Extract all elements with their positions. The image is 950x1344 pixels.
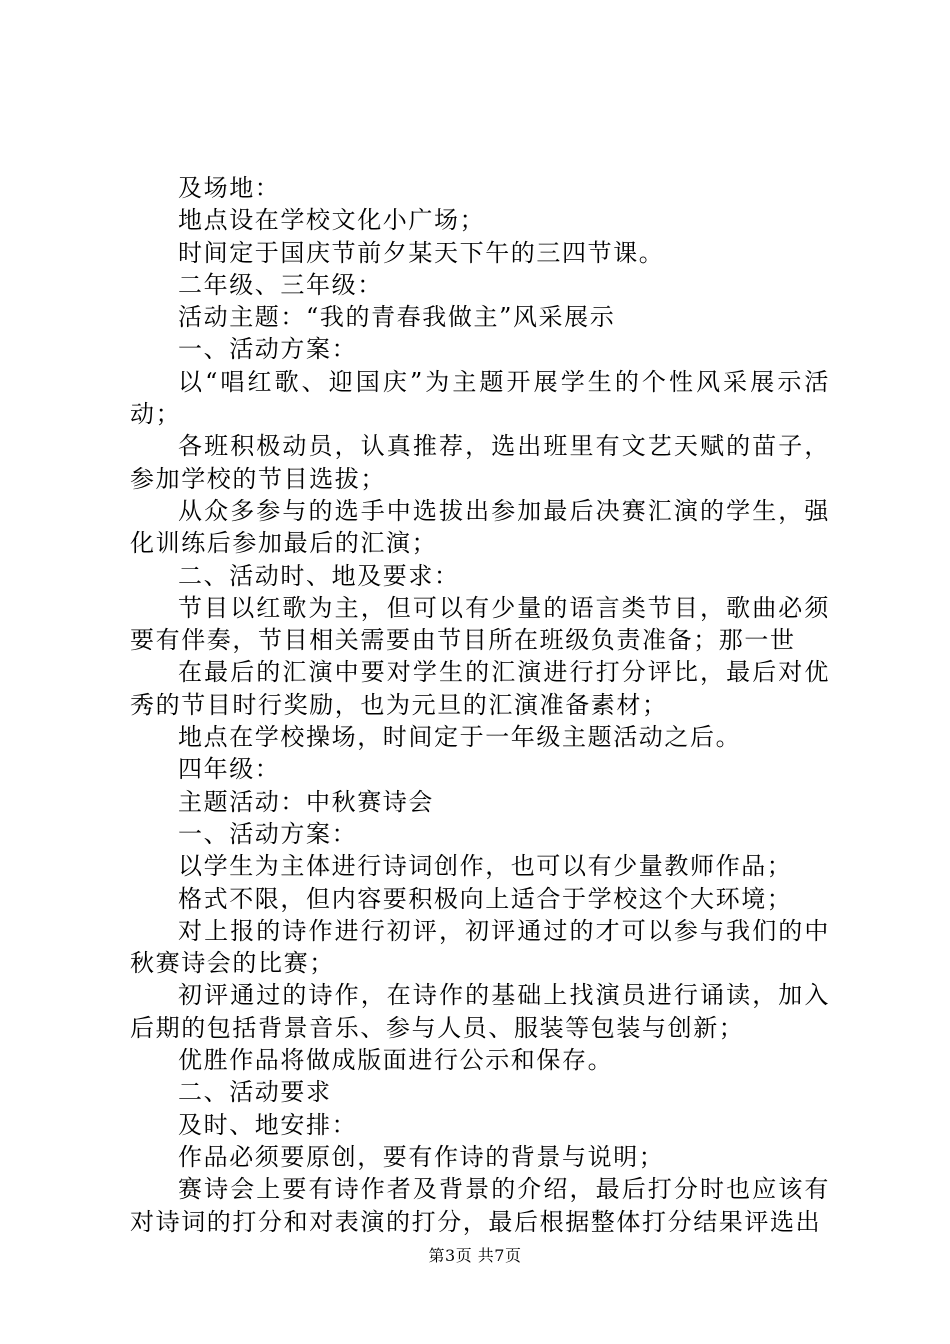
paragraph: 四年级：: [178, 755, 281, 784]
paragraph: 时间定于国庆节前夕某天下午的三四节课。: [178, 238, 665, 267]
paragraph: 初评通过的诗作，在诗作的基础上找演员进行诵读，加入后期的包括背景音乐、参与人员、服装等包装与创新；: [130, 981, 830, 1042]
paragraph: 一、活动方案：: [178, 819, 358, 848]
paragraph: 活动主题：“我的青春我做主”风采展示: [178, 303, 616, 332]
paragraph: 从众多参与的选手中选拔出参加最后决赛汇演的学生，强化训练后参加最后的汇演；: [130, 496, 830, 558]
paragraph: 主题活动：中秋赛诗会: [178, 787, 434, 816]
paragraph: 格式不限，但内容要积极向上适合于学校这个大环境；: [178, 884, 793, 913]
paragraph: 二年级、三年级：: [178, 270, 383, 299]
paragraph: 节目以红歌为主，但可以有少量的语言类节目，歌曲必须要有伴奏，节目相关需要由节目所在班级负责准备；那一世: [130, 593, 830, 655]
paragraph: 各班积极动员，认真推荐，选出班里有文艺天赋的苗子，参加学校的节目选拔；: [130, 432, 830, 493]
paragraph: 及时、地安排：: [178, 1110, 358, 1139]
paragraph: 及场地：: [178, 174, 281, 202]
paragraph: 二、活动要求: [178, 1078, 332, 1107]
paragraph: 作品必须要原创，要有作诗的背景与说明；: [178, 1142, 665, 1171]
document-body: [130, 172, 830, 1238]
paragraph: 在最后的汇演中要对学生的汇演进行打分评比，最后对优秀的节目时行奖励，也为元旦的汇演准备素材；: [130, 658, 830, 719]
paragraph: 以“唱红歌、迎国庆”为主题开展学生的个性风采展示活动；: [130, 367, 830, 429]
paragraph: 以学生为主体进行诗词创作，也可以有少量教师作品；: [178, 852, 793, 881]
paragraph: 对上报的诗作进行初评，初评通过的才可以参与我们的中秋赛诗会的比赛；: [130, 916, 830, 978]
page-number-footer: 第3页 共7页: [428, 1246, 522, 1265]
paragraph: 赛诗会上要有诗作者及背景的介绍，最后打分时也应该有对诗词的打分和对表演的打分，最后根据整体打分结果评选出: [130, 1175, 830, 1236]
paragraph: 一、活动方案：: [178, 335, 358, 364]
paragraph: 优胜作品将做成版面进行公示和保存。: [178, 1046, 614, 1075]
paragraph: 地点设在学校文化小广场；: [178, 206, 486, 235]
paragraph: 地点在学校操场，时间定于一年级主题活动之后。: [178, 723, 742, 752]
paragraph: 二、活动时、地及要求：: [178, 561, 460, 590]
